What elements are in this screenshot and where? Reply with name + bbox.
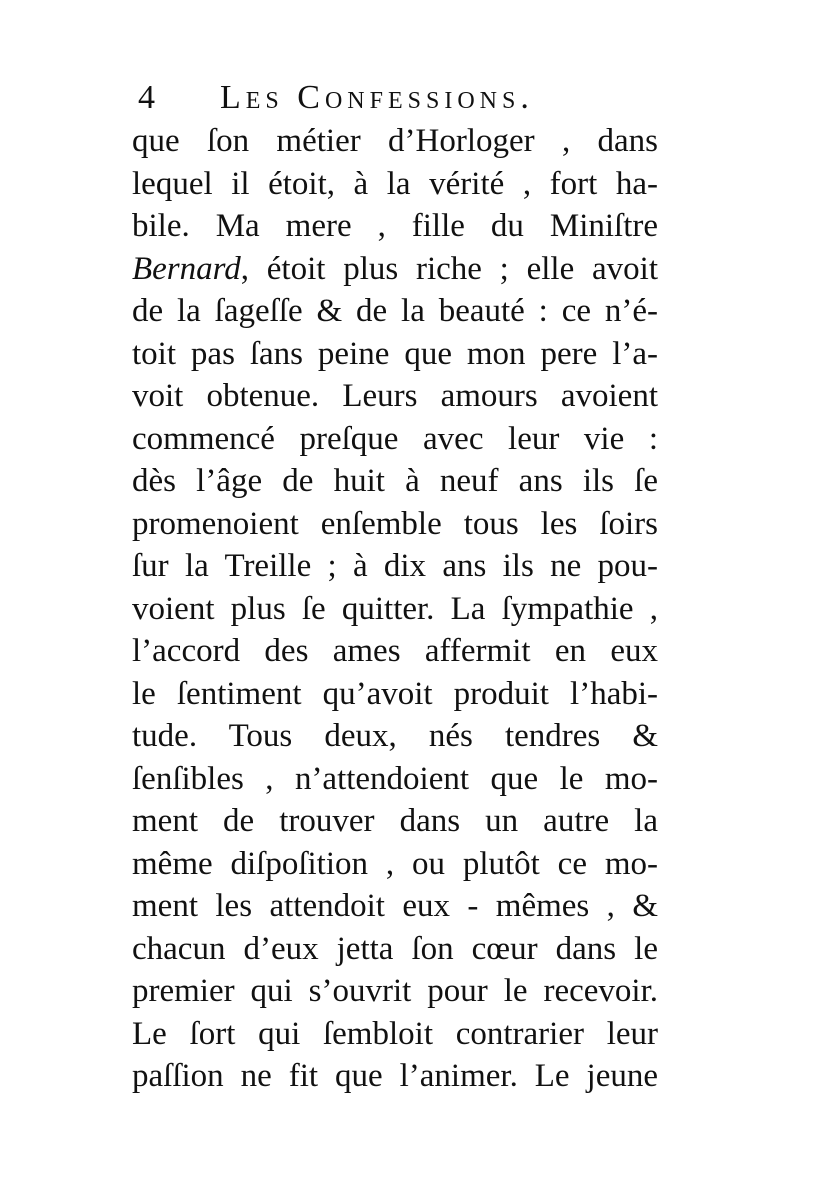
text-line-14: le ſentiment qu’avoit produit l’habi- (132, 675, 658, 712)
text-line-8: commencé preſque avec leur vie : (132, 420, 658, 457)
text-line-2: lequel il étoit, à la vérité , fort ha- (132, 165, 658, 202)
text-line-12: voient plus ſe quitter. La ſympathie , (132, 590, 658, 627)
italic-name-bernard: Bernard (132, 250, 241, 287)
text-line-13: l’accord des ames affermit en eux (132, 633, 658, 669)
text-line-4-rest: étoit plus riche ; elle avoit (266, 250, 658, 287)
text-line-3: bile. Ma mere , fille du Miniſtre (132, 208, 658, 244)
text-line-5: de la ſageſſe & de la beauté : ce n’é- (132, 293, 658, 329)
text-line-18: même diſpoſition , ou plutôt ce mo- (132, 845, 658, 882)
text-line-7: voit obtenue. Leurs amours avoient (132, 378, 658, 414)
body-text (132, 120, 658, 1098)
text-line-23: paſſion ne fit que l’animer. Le jeune (132, 1058, 658, 1094)
text-line-15: tude. Tous deux, nés tendres & (132, 718, 658, 754)
page-number: 4 (138, 79, 155, 116)
running-head (138, 72, 598, 124)
text-line-16: ſenſibles , n’attendoient que le mo- (132, 760, 658, 797)
text-line-20: chacun d’eux jetta ſon cœur dans le (132, 930, 658, 967)
text-line-22: Le ſort qui ſembloit contrarier leur (132, 1015, 658, 1052)
text-line-17: ment de trouver dans un autre la (132, 803, 658, 839)
running-title: Les Confessions. (220, 79, 534, 116)
text-line-1: que ſon métier d’Horloger , dans (132, 123, 658, 159)
text-line-4: Bernard, étoit plus riche ; elle avoit (132, 250, 658, 287)
text-line-6: toit pas ſans peine que mon pere l’a- (132, 335, 658, 372)
text-line-11: ſur la Treille ; à dix ans ils ne pou- (132, 548, 658, 584)
text-line-10: promenoient enſemble tous les ſoirs (132, 505, 658, 542)
text-line-9: dès l’âge de huit à neuf ans ils ſe (132, 463, 658, 499)
text-line-21: premier qui s’ouvrit pour le recevoir. (132, 973, 658, 1009)
text-line-19: ment les attendoit eux - mêmes , & (132, 888, 658, 924)
